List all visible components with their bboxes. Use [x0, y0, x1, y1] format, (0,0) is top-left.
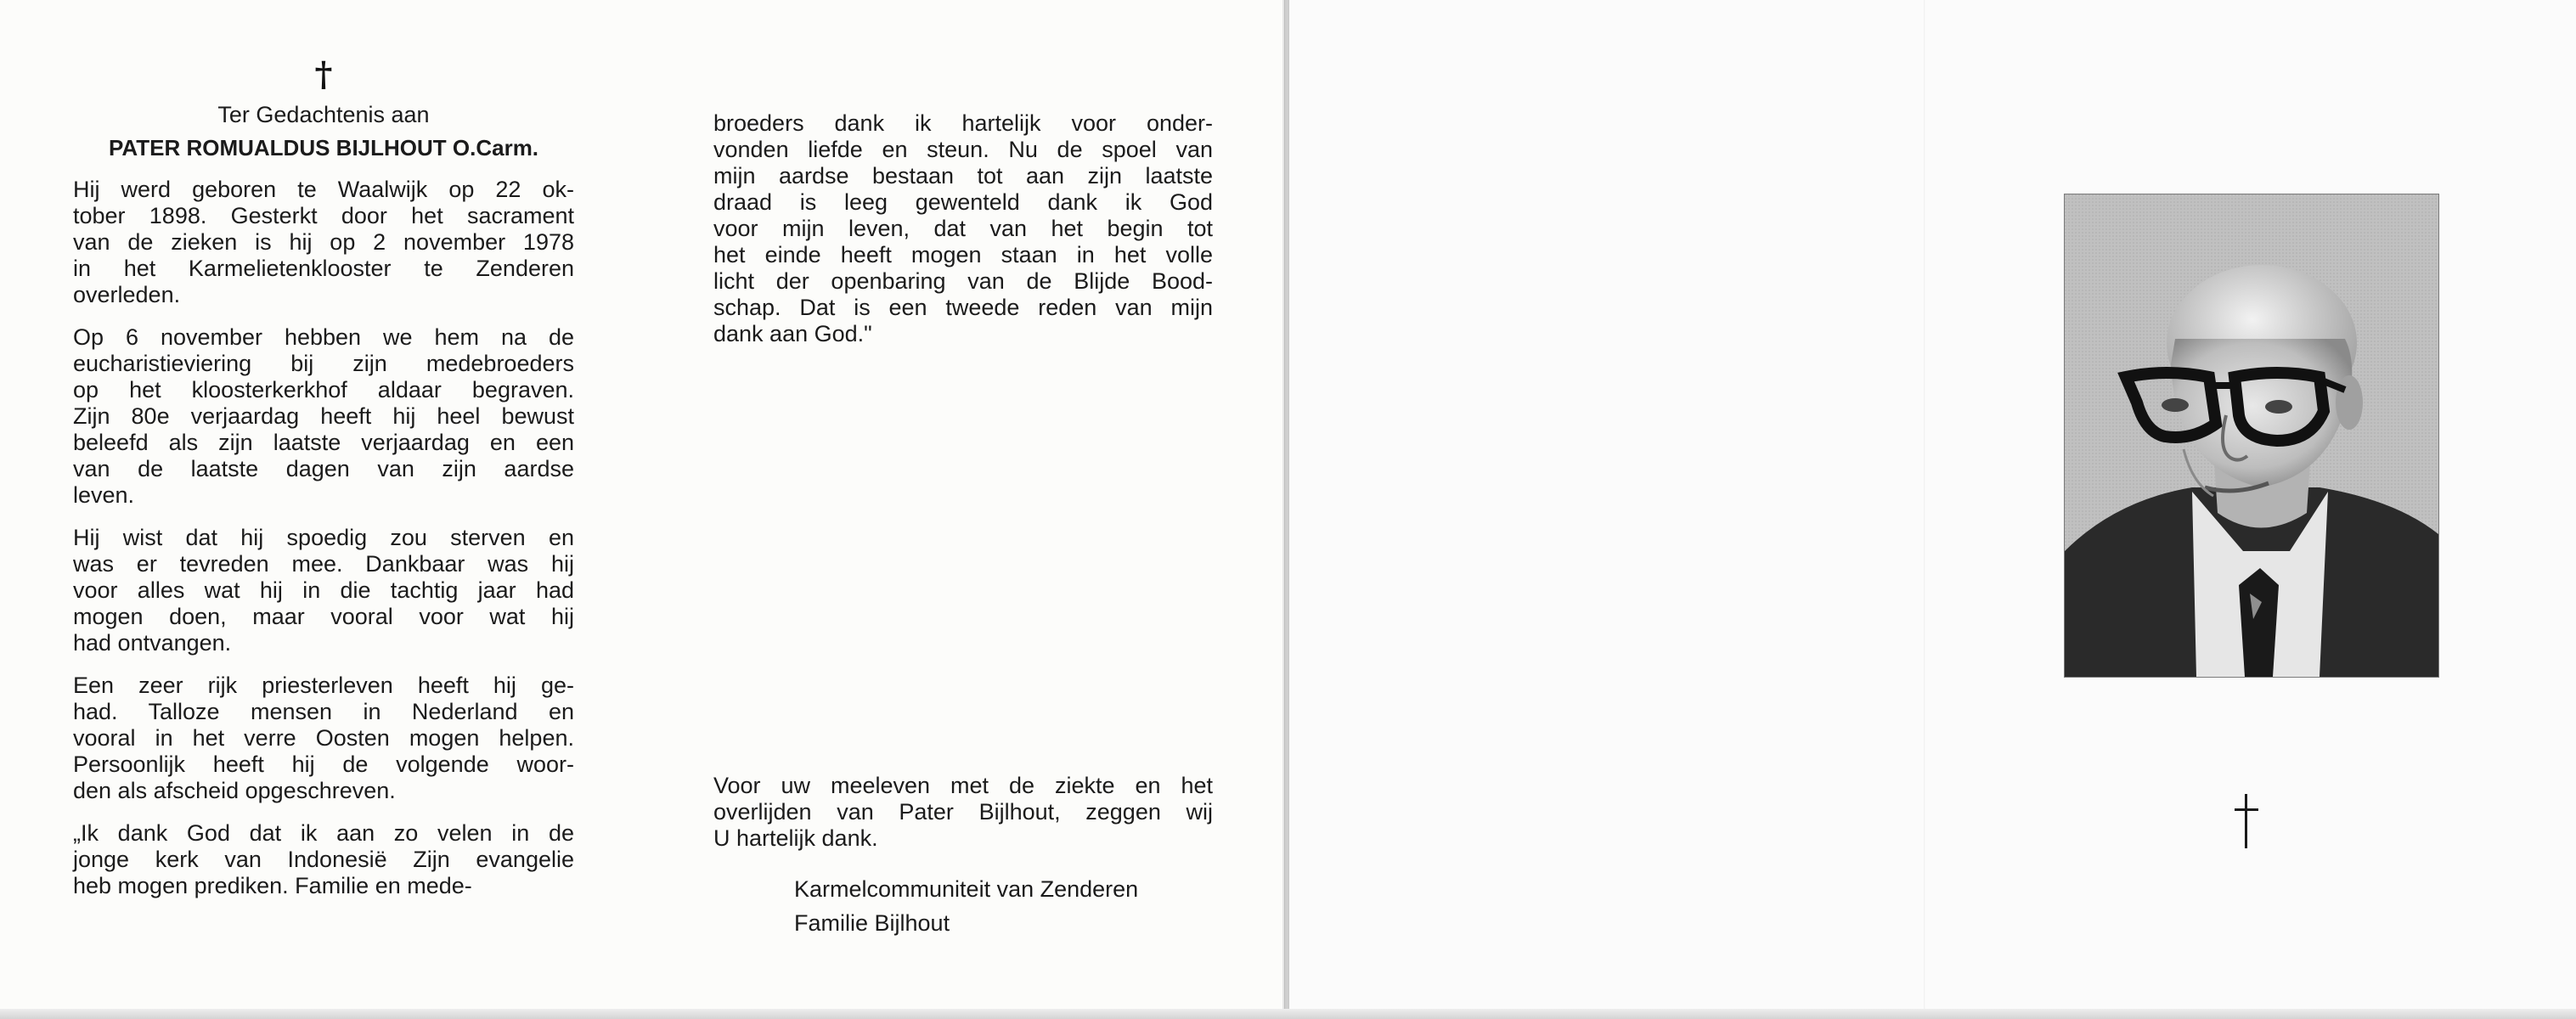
text-line: Zijn 80e verjaardag heeft hij heel bewust [73, 403, 574, 429]
text-line: op het kloosterkerkhof aldaar begraven. [73, 377, 574, 403]
paragraph [73, 820, 574, 899]
text-line: Een zeer rijk priesterleven heeft hij ge- [73, 673, 574, 698]
memorial-heading: Ter Gedachtenis aan [217, 102, 430, 127]
text-line: vooral in het verre Oosten mogen helpen. [73, 725, 574, 751]
text-line: Voor uw meeleven met de ziekte en het [713, 773, 1213, 798]
text-line: den als afscheid opgeschreven. [73, 778, 396, 803]
signature-line: Karmelcommuniteit van Zenderen [794, 876, 1139, 902]
text-line: had. Talloze mensen in Nederland en [73, 699, 574, 724]
text-line: vonden liefde en steun. Nu de spoel van [713, 137, 1213, 162]
text-line: Hij werd geboren te Waalwijk op 22 ok- [73, 177, 574, 202]
text-line: jonge kerk van Indonesië Zijn evangelie [73, 847, 574, 872]
paragraph [73, 177, 574, 308]
cross-icon-large [2229, 794, 2263, 848]
text-line: „Ik dank God dat ik aan zo velen in de [73, 820, 574, 846]
portrait-photo [2064, 194, 2439, 678]
text-line: licht der openbaring van de Blijde Bood- [713, 268, 1213, 294]
text-line: Op 6 november hebben we hem na de [73, 324, 574, 350]
right-column [713, 110, 1213, 347]
text-line: voor alles wat hij in die tachtig jaar had [73, 577, 574, 603]
thanks-text [713, 773, 1213, 852]
text-line: overleden. [73, 282, 181, 307]
deceased-name: PATER ROMUALDUS BIJLHOUT O.Carm. [108, 135, 539, 160]
text-line: mogen doen, maar vooral voor wat hij [73, 604, 574, 629]
text-line: in het Karmelietenklooster te Zenderen [73, 256, 574, 281]
text-line: had ontvangen. [73, 630, 232, 656]
text-line: draad is leeg gewenteld dank ik God [713, 189, 1213, 215]
text-line: was er tevreden mee. Dankbaar was hij [73, 551, 574, 577]
text-line: heb mogen prediken. Familie en mede- [73, 873, 472, 898]
paragraph [73, 525, 574, 656]
text-line: Persoonlijk heeft hij de volgende woor- [73, 752, 574, 777]
text-line: van de zieken is hij op 2 november 1978 [73, 229, 574, 255]
signature-line: Familie Bijlhout [794, 910, 950, 936]
cross-icon: † [314, 54, 333, 94]
text-line: leven. [73, 482, 135, 508]
text-line: Hij wist dat hij spoedig zou sterven en [73, 525, 574, 550]
text-line: overlijden van Pater Bijlhout, zeggen wij [713, 799, 1213, 825]
text-line: eucharistieviering bij zijn medebroeders [73, 351, 574, 376]
biography-text [73, 177, 574, 899]
text-line: schap. Dat is een tweede reden van mijn [713, 295, 1213, 320]
paragraph [73, 324, 574, 509]
text-line: mijn aardse bestaan tot aan zijn laatste [713, 163, 1213, 189]
left-column [73, 54, 574, 915]
text-line: dank aan God." [713, 321, 872, 346]
signatures [794, 872, 1213, 940]
thanks-block [713, 773, 1213, 940]
text-line: van de laatste dagen van zijn aardse [73, 456, 574, 481]
scan-bottom-edge [0, 1009, 2576, 1019]
fold-line [1924, 0, 1925, 1019]
paragraph [73, 673, 574, 804]
quote-continuation [713, 110, 1213, 347]
text-line: beleefd als zijn laatste verjaardag en een [73, 430, 574, 455]
text-line: het einde heeft mogen staan in het volle [713, 242, 1213, 267]
text-line: voor mijn leven, dat van het begin tot [713, 216, 1213, 241]
text-line: tober 1898. Gesterkt door het sacrament [73, 203, 574, 228]
text-line: U hartelijk dank. [713, 825, 878, 851]
text-line: broeders dank ik hartelijk voor onder- [713, 110, 1213, 136]
